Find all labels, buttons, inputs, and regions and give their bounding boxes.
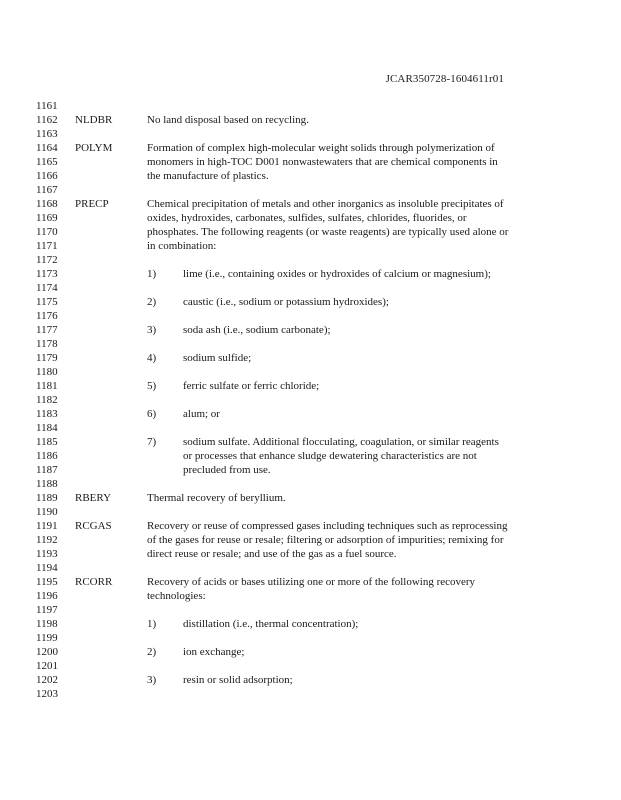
desc-line: Formation of complex high-molecular weight solids through polymerization of — [147, 142, 495, 154]
line-number: 1164 — [36, 142, 58, 154]
list-item-text: resin or solid adsorption; — [183, 674, 293, 686]
desc-precp — [147, 197, 547, 253]
line-number: 1190 — [36, 506, 58, 518]
desc-line: Chemical precipitation of metals and other inorganics as insoluble precipitates of — [147, 198, 504, 210]
code-polym: POLYM — [75, 142, 113, 154]
list-number: 2) — [147, 646, 157, 658]
desc-line: of the gases for reuse or resale; filtering or adsorption of impurities; remixing for — [147, 534, 504, 546]
line-number: 1201 — [36, 660, 58, 672]
line-number: 1162 — [36, 114, 58, 126]
line-number: 1168 — [36, 198, 58, 210]
line-number: 1171 — [36, 240, 58, 252]
code-rcorr: RCORR — [75, 576, 113, 588]
list-item-text: distillation (i.e., thermal concentration); — [183, 618, 359, 630]
list-number: 2) — [147, 296, 157, 308]
desc-line: technologies: — [147, 590, 206, 602]
list-item-text: sodium sulfide; — [183, 352, 252, 364]
line-number: 1180 — [36, 366, 58, 378]
line-number: 1199 — [36, 632, 58, 644]
line-number: 1163 — [36, 128, 58, 140]
line-number: 1192 — [36, 534, 58, 546]
line-number: 1175 — [36, 296, 58, 308]
list-item-text: lime (i.e., containing oxides or hydroxides of calcium or magnesium); — [183, 268, 491, 280]
line-number: 1169 — [36, 212, 58, 224]
list-number: 1) — [147, 268, 157, 280]
line-number: 1172 — [36, 254, 58, 266]
line-number: 1186 — [36, 450, 58, 462]
code-rcgas: RCGAS — [75, 520, 112, 532]
desc-rcorr — [147, 575, 547, 603]
line-number: 1182 — [36, 394, 58, 406]
line-number: 1176 — [36, 310, 58, 322]
line-number: 1183 — [36, 408, 58, 420]
line-number: 1193 — [36, 548, 58, 560]
list-item-text: ion exchange; — [183, 646, 245, 658]
list-item-text: ferric sulfate or ferric chloride; — [183, 380, 320, 392]
line-number: 1181 — [36, 380, 58, 392]
desc-line: phosphates. The following reagents (or waste reagents) are typically used alone or — [147, 226, 509, 238]
list-item-text: soda ash (i.e., sodium carbonate); — [183, 324, 331, 336]
list-number: 5) — [147, 380, 157, 392]
line-number: 1165 — [36, 156, 58, 168]
desc-rbery: Thermal recovery of beryllium. — [147, 492, 286, 504]
list-number: 1) — [147, 618, 157, 630]
desc-line: Recovery of acids or bases utilizing one or more of the following recovery — [147, 576, 476, 588]
line-number: 1179 — [36, 352, 58, 364]
list-number: 6) — [147, 408, 157, 420]
line-number: 1177 — [36, 324, 58, 336]
line-number: 1167 — [36, 184, 58, 196]
document-id: JCAR350728-1604611r01 — [385, 73, 504, 85]
list-item-text: caustic (i.e., sodium or potassium hydroxides); — [183, 296, 389, 308]
desc-line: Recovery or reuse of compressed gases including techniques such as reprocessing — [147, 520, 508, 532]
line-number: 1191 — [36, 520, 58, 532]
list-number: 3) — [147, 674, 157, 686]
desc-line: or processes that enhance sludge dewatering characteristics are not — [183, 450, 477, 462]
desc-line: monomers in high-TOC D001 nonwastewaters that are chemical components in — [147, 156, 498, 168]
desc-line: oxides, hydroxides, carbonates, sulfides, sulfates, chlorides, fluorides, or — [147, 212, 467, 224]
line-number: 1197 — [36, 604, 58, 616]
list-number: 7) — [147, 436, 157, 448]
desc-nldbr: No land disposal based on recycling. — [147, 114, 309, 126]
desc-line: sodium sulfate. Additional flocculating, coagulation, or similar reagents — [183, 436, 499, 448]
line-number: 1166 — [36, 170, 58, 182]
line-number: 1185 — [36, 436, 58, 448]
line-number: 1194 — [36, 562, 58, 574]
line-number: 1178 — [36, 338, 58, 350]
code-precp: PRECP — [75, 198, 109, 210]
line-number: 1184 — [36, 422, 58, 434]
line-number: 1196 — [36, 590, 58, 602]
line-number: 1203 — [36, 688, 58, 700]
line-number: 1198 — [36, 618, 58, 630]
desc-rcgas — [147, 519, 547, 561]
code-rbery: RBERY — [75, 492, 112, 504]
line-number: 1195 — [36, 576, 58, 588]
list-number: 3) — [147, 324, 157, 336]
desc-line: in combination: — [147, 240, 217, 252]
list-item-text — [183, 435, 528, 477]
line-number: 1161 — [36, 100, 58, 112]
desc-polym — [147, 141, 547, 183]
line-number: 1188 — [36, 478, 58, 490]
line-number: 1189 — [36, 492, 58, 504]
list-number: 4) — [147, 352, 157, 364]
line-number: 1173 — [36, 268, 58, 280]
code-nldbr: NLDBR — [75, 114, 113, 126]
line-number: 1187 — [36, 464, 58, 476]
list-item-text: alum; or — [183, 408, 220, 420]
desc-line: the manufacture of plastics. — [147, 170, 269, 182]
desc-line: precluded from use. — [183, 464, 271, 476]
desc-line: direct reuse or resale; and use of the gas as a fuel source. — [147, 548, 397, 560]
line-number: 1170 — [36, 226, 58, 238]
line-number: 1174 — [36, 282, 58, 294]
line-number: 1202 — [36, 674, 58, 686]
line-number: 1200 — [36, 646, 58, 658]
